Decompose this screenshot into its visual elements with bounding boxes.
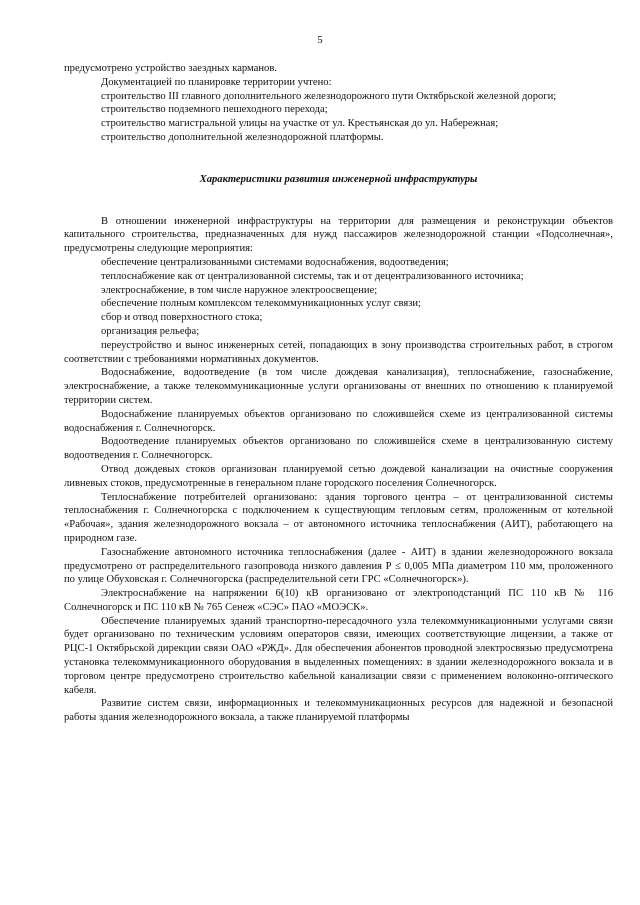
section-paragraphs [64,215,613,725]
paragraph: Развитие систем связи, информационных и телекоммуникационных ресурсов для надежной и безопасной работы здания железнодорожного вокзала, а также планируемой платформы [64,698,613,724]
page-number: 5 [317,35,323,46]
paragraph: Обеспечение планируемых зданий транспортно-пересадочного узла телекоммуникационными услугами связи будет организовано по техническим условиям операторов связи, имеющих соответствующие лицензии, а также от РЦС-1 Октябрьской дирекции связи ОАО «РЖД». Для обеспечения абонентов проводной электросвязью предусмотрена установка телекоммуникационного оборудования в выделенных помещениях: в здании железнодорожного вокзала и в торговом центре предусмотрено строительство кабельной канализации связи с применением волоконно-оптического кабеля. [64,615,613,696]
paragraph: организация рельефа; [101,325,200,337]
paragraph: теплоснабжение как от централизованной системы, так и от децентрализованного источника; [101,270,524,282]
section-heading: Характеристики развития инженерной инфраструктуры [199,173,478,185]
intro-paragraphs [64,62,613,145]
paragraph: Газоснабжение автономного источника теплоснабжения (далее - АИТ) в здании железнодорожного вокзала предусмотрено от распределительного газопровода низкого давления Р ≤ 0,005 МПа диаметром 110 мм, проложенного по улице Обуховская г. Солнечногорска (распределительной сети ГРС «Солнечногорск»). [64,546,613,586]
paragraph: обеспечение централизованными системами водоснабжения, водоотведения; [101,256,449,268]
paragraph: сбор и отвод поверхностного стока; [101,312,263,324]
paragraph: Водоснабжение планируемых объектов организовано по сложившейся схеме из централизованной системы водоснабжения г. Солнечногорск. [64,408,613,434]
paragraph: строительство дополнительной железнодорожной платформы. [101,131,384,143]
paragraph: предусмотрено устройство заездных карманов. [64,63,277,74]
paragraph: Водоотведение планируемых объектов организовано по сложившейся схеме в централизованную систему водоотведения г. Солнечногорск. [64,436,613,462]
paragraph: переустройство и вынос инженерных сетей, попадающих в зону производства строительных работ, в строгом соответствии с требованиями нормативных документов. [64,339,613,365]
paragraph: Отвод дождевых стоков организован планируемой сетью дождевой канализации на очистные сооружения ливневых стоков, предусмотренные в генеральном плане городского поселения Солнечногорск. [64,463,613,489]
paragraph: Водоснабжение, водоотведение (в том числе дождевая канализация), теплоснабжение, газоснабжение, электроснабжение, а также телекоммуникационные услуги организованы от внешних по отношению к планируемой территории систем. [64,367,613,406]
paragraph: Документацией по планировке территории учтено: [101,76,332,88]
paragraph: строительство III главного дополнительного железнодорожного пути Октябрьской железной дороги; [101,90,557,102]
paragraph: Электроснабжение на напряжении 6(10) кВ организовано от электроподстанций ПС 110 кВ № 116 Солнечногорск и ПС 110 кВ № 765 Сенеж «СЭС» ПАО «МОЭСК». [64,588,613,613]
paragraph: строительство магистральной улицы на участке от ул. Крестьянская до ул. Набережная; [101,118,499,130]
paragraph: электроснабжение, в том числе наружное электроосвещение; [101,284,378,296]
document-body [64,62,613,725]
paragraph: Теплоснабжение потребителей организовано: здания торгового центра – от централизованной системы теплоснабжения г. Солнечногорска с подключением к существующим тепловым сетям, проложенным от котельной «Рабочая», здания железнодорожного вокзала – от автономного источника теплоснабжения (АИТ), работающего на природном газе. [64,491,613,544]
paragraph: обеспечение полным комплексом телекоммуникационных услуг связи; [101,298,421,310]
paragraph: В отношении инженерной инфраструктуры на территории для размещения и реконструкции объектов капитального строительства, предназначенных для нужд пассажиров железнодорожной станции «Подсолнечная», предусмотрены следующие мероприятия: [64,215,613,255]
paragraph: строительство подземного пешеходного перехода; [101,104,328,116]
